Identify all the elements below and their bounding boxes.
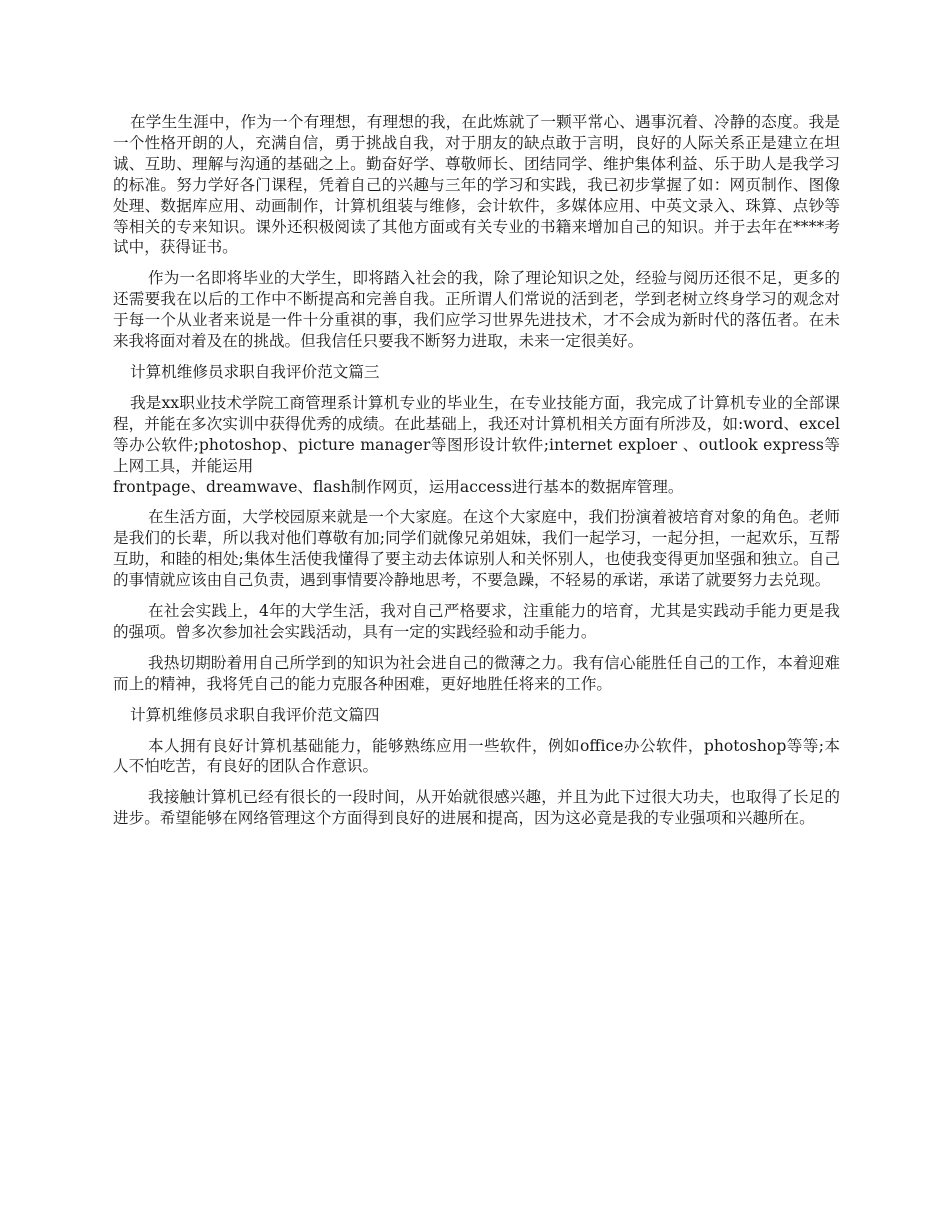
paragraph-self-introduction: 在学生生涯中，作为一个有理想，有理想的我，在此炼就了一颗平常心、遇事沉着、冷静的态度。我是一个性格开朗的人，充满自信，勇于挑战自我，对于朋友的缺点敢于言明，良好的人际关系正是建立在坦诚、互助、理解与沟通的基础之上。勤奋好学、尊敬师长、团结同学、维护集体利益、乐于助人是我学习的标准。努力学好各门课程，凭着自己的兴趣与三年的学习和实践，我已初步掌握了如：网页制作、图像处理、数据库应用、动画制作，计算机组装与维修，会计软件，多媒体应用、中英文录入、珠算、点钞等等相关的专来知识。课外还积极阅读了其他方面或有关专业的书籍来增加自己的知识。并于去年在****考试中，获得证书。 [113,113,840,257]
paragraph-network-interest: 我接触计算机已经有很长的一段时间，从开始就很感兴趣，并且为此下过很大功夫，也取得了长足的进步。希望能够在网络管理这个方面得到良好的进展和提高，因为这必竟是我的专业强项和兴趣所在。 [113,788,840,828]
paragraph-aspiration: 我热切期盼着用自己所学到的知识为社会进自己的微薄之力。我有信心能胜任自己的工作，本着迎难而上的精神，我将凭自己的能力克服各种困难，更好地胜任将来的工作。 [113,653,840,693]
paragraph-professional-skills-text: 我是xx职业技术学院工商管理系计算机专业的毕业生，在专业技能方面，我完成了计算机专业的全部课程，并能在多次实训中获得优秀的成绩。在此基础上，我还对计算机相关方面有所涉及，如:word、excel等办公软件;photoshop、picture manager等图形设计软件;internet exploer 、outlook express等上网工具，并能运用 [113,393,840,475]
paragraph-campus-life: 在生活方面，大学校园原来就是一个大家庭。在这个大家庭中，我们扮演着被培育对象的角色。老师是我们的长辈，所以我对他们尊敬有加;同学们就像兄弟姐妹，我们一起学习，一起分担，一起欢乐，互帮互助，和睦的相处;集体生活使我懂得了要主动去体谅别人和关怀别人，也使我变得更加坚强和独立。自己的事情就应该由自己负责，遇到事情要冷静地思考，不要急躁，不轻易的承诺，承诺了就要努力去兑现。 [113,508,840,590]
paragraph-computer-ability: 本人拥有良好计算机基础能力，能够熟练应用一些软件，例如office办公软件，photoshop等等;本人不怕吃苦，有良好的团队合作意识。 [113,736,840,776]
section-heading-part-four: 计算机维修员求职自我评价范文篇四 [130,705,380,724]
section-heading-part-three: 计算机维修员求职自我评价范文篇三 [130,362,380,381]
paragraph-graduate-outlook: 作为一名即将毕业的大学生，即将踏入社会的我，除了理论知识之处，经验与阅历还很不足，更多的还需要我在以后的工作中不断提高和完善自我。正所谓人们常说的活到老，学到老树立终身学习的观念对于每一个从业者来说是一件十分重祺的事，我们应学习世界先进技术，才不会成为新时代的落伍者。在未来我将面对着及在的挑战。但我信任只要我不断努力进取，未来一定很美好。 [113,269,840,351]
document-page [113,112,840,839]
paragraph-professional-skills-tail: frontpage、dreamwave、flash制作网页，运用access进行基本的数据库管理。 [113,477,684,496]
paragraph-professional-skills [113,393,840,498]
paragraph-social-practice: 在社会实践上，4年的大学生活，我对自己严格要求，注重能力的培育，尤其是实践动手能力更是我的强项。曾多次参加社会实践活动，具有一定的实践经验和动手能力。 [113,602,840,641]
